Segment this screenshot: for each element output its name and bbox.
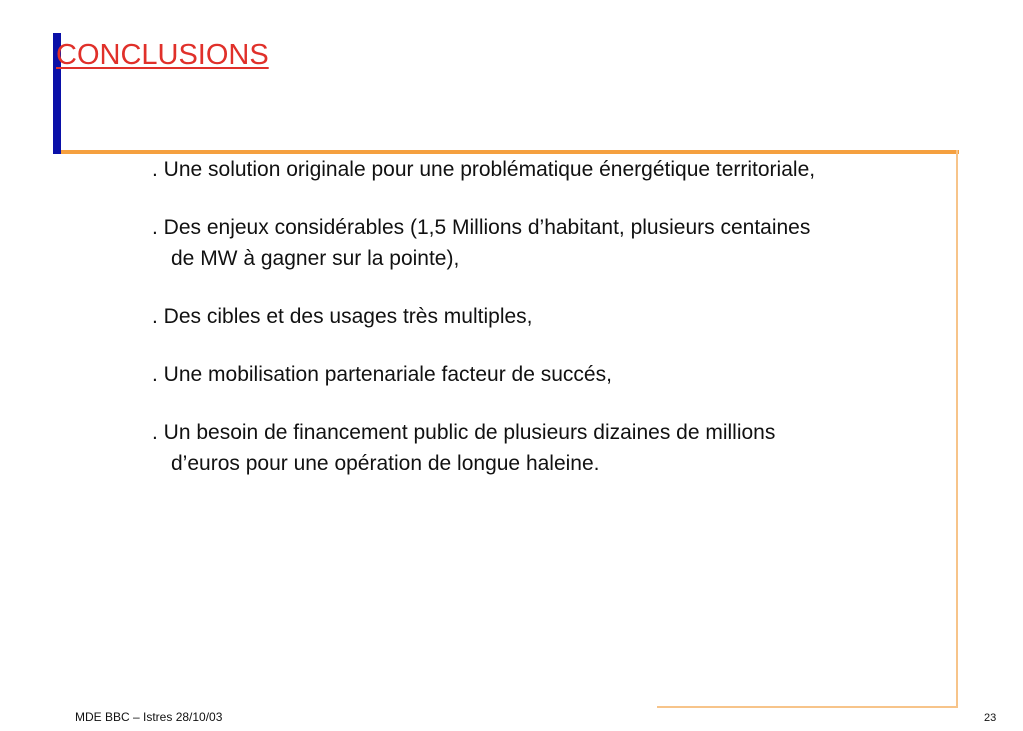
- bullet-item: . Des enjeux considérables (1,5 Millions d’habitant, plusieurs centaines de MW à gagner sur la pointe),: [152, 216, 811, 270]
- frame-bottom-line: [657, 706, 958, 708]
- footer-text: MDE BBC – Istres 28/10/03: [75, 710, 223, 724]
- bullet-item: . Un besoin de financement public de plusieurs dizaines de millions d’euros pour une opération de longue haleine.: [152, 421, 776, 475]
- slide-title: CONCLUSIONS: [56, 39, 269, 71]
- bullet-item: . Des cibles et des usages très multiples,: [152, 305, 533, 328]
- bullet-item: . Une solution originale pour une problématique énergétique territoriale,: [152, 158, 816, 181]
- bullet-list: [152, 154, 832, 506]
- bullet-item: . Une mobilisation partenariale facteur de succés,: [152, 363, 612, 386]
- frame-right-line: [956, 150, 958, 708]
- page-number: 23: [984, 712, 997, 724]
